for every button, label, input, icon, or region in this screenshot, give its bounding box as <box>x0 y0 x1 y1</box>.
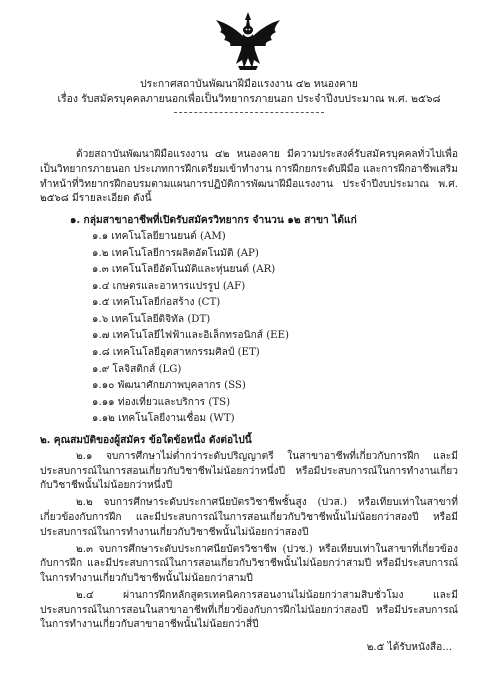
header-divider <box>174 112 324 113</box>
announcement-body <box>40 148 458 633</box>
list-item: ๑.๖ เทคโนโลยีดิจิทัล (DT) <box>92 313 211 325</box>
garuda-emblem-icon <box>212 10 284 74</box>
qualification-item: ๒.๓ จบการศึกษาระดับประกาศนียบัตรวิชาชีพ (ปวช.) หรือเทียบเท่าในสาขาที่เกี่ยวข้องกับการฝึก และมีประสบการณ์ในการสอนเกี่ยวกับวิชาชีพนั้นไม่น้อยกว่าสามปี หรือมีประสบการณ์ในการทำงานเกี่ยวกับวิชาชีพนั้นไม่น้อยกว่าสามปี <box>40 543 458 585</box>
section-2-title: ๒. คุณสมบัติของผู้สมัคร ข้อใดข้อหนึ่ง ดังต่อไปนี้ <box>40 434 252 447</box>
list-item: ๑.๑๐ พัฒนาศักยภาพบุคลากร (SS) <box>92 380 246 392</box>
list-item: ๑.๔ เกษตรและอาหารแปรรูป (AF) <box>92 280 246 292</box>
list-item: ๑.๙ โลจิสติกส์ (LG) <box>92 363 182 375</box>
list-item: ๑.๑๒ เทคโนโลยีงานเชื่อม (WT) <box>92 413 235 425</box>
list-item: ๑.๑ เทคโนโลยียานยนต์ (AM) <box>92 230 226 242</box>
qualification-item: ๒.๑ จบการศึกษาไม่ต่ำกว่าระดับปริญญาตรี ในสาขาอาชีพที่เกี่ยวกับการฝึก และมีประสบการณ์ในการสอนเกี่ยวกับวิชาชีพไม่น้อยกว่าหนึ่งปี หรือมีประสบการณ์ในการทำงานเกี่ยวกับวิชาชีพนั้นไม่น้อยกว่าหนึ่งปี <box>40 450 458 492</box>
intro-paragraph: ด้วยสถาบันพัฒนาฝีมือแรงงาน ๔๒ หนองคาย มีความประสงค์รับสมัครบุคคลทั่วไปเพื่อเป็นวิทยากรภายนอก ประเภทการฝึกเตรียมเข้าทำงาน การฝึกยกระดับฝีมือ และการฝึกอาชีพเสริม ทำหน้าที่วิทยากรฝึกอบรมตามแผนการปฏิบัติการพัฒนาฝีมือแรงงาน ประจำปีงบประมาณ พ.ศ. ๒๕๖๘ มีรายละเอียด ดังนี้ <box>40 149 458 205</box>
list-item: ๑.๒ เทคโนโลยีการผลิตอัตโนมัติ (AP) <box>92 247 259 259</box>
list-item: ๑.๓ เทคโนโลยีอัตโนมัติและหุ่นยนต์ (AR) <box>92 264 276 276</box>
occupation-list <box>40 230 458 429</box>
list-item: ๑.๕ เทคโนโลยีก่อสร้าง (CT) <box>92 297 221 309</box>
qualification-item: ๒.๔ ผ่านการฝึกหลักสูตรเทคนิคการสอนงานไม่น้อยกว่าสามสิบชั่วโมง และมีประสบการณ์ในการสอนในสาขาอาชีพที่เกี่ยวข้องกับการฝึกไม่น้อยกว่าสองปี หรือมีประสบการณ์ในการทำงานเกี่ยวกับสาขาอาชีพนั้นไม่น้อยกว่าสี่ปี <box>40 589 458 631</box>
announcement-title: ประกาศสถาบันพัฒนาฝีมือแรงงาน ๔๒ หนองคาย <box>140 78 358 90</box>
page-continuation: ๒.๕ ได้รับหนังสือ... <box>366 642 452 653</box>
list-item: ๑.๘ เทคโนโลยีอุตสาหกรรมศิลป์ (ET) <box>92 347 260 359</box>
announcement-header <box>0 77 498 113</box>
list-item: ๑.๗ เทคโนโลยีไฟฟ้าและอิเล็กทรอนิกส์ (EE) <box>92 330 290 342</box>
section-1-title: ๑. กลุ่มสาขาอาชีพที่เปิดรับสมัครวิทยากร จำนวน ๑๒ สาขา ได้แก่ <box>70 214 357 227</box>
list-item: ๑.๑๑ ท่องเที่ยวและบริการ (TS) <box>92 396 231 408</box>
announcement-subject: เรื่อง รับสมัครบุคคลภายนอกเพื่อเป็นวิทยากรภายนอก ประจำปีงบประมาณ พ.ศ. ๒๕๖๘ <box>57 93 441 105</box>
qualification-item: ๒.๒ จบการศึกษาระดับประกาศนียบัตรวิชาชีพชั้นสูง (ปวส.) หรือเทียบเท่าในสาขาที่เกี่ยวข้องกับการฝึก และมีประสบการณ์ในการสอนเกี่ยวกับวิชาชีพนั้นไม่น้อยกว่าสองปี หรือมีประสบการณ์ในการทำงานเกี่ยวกับวิชาชีพนั้นไม่น้อยกว่าสองปี <box>40 497 458 538</box>
